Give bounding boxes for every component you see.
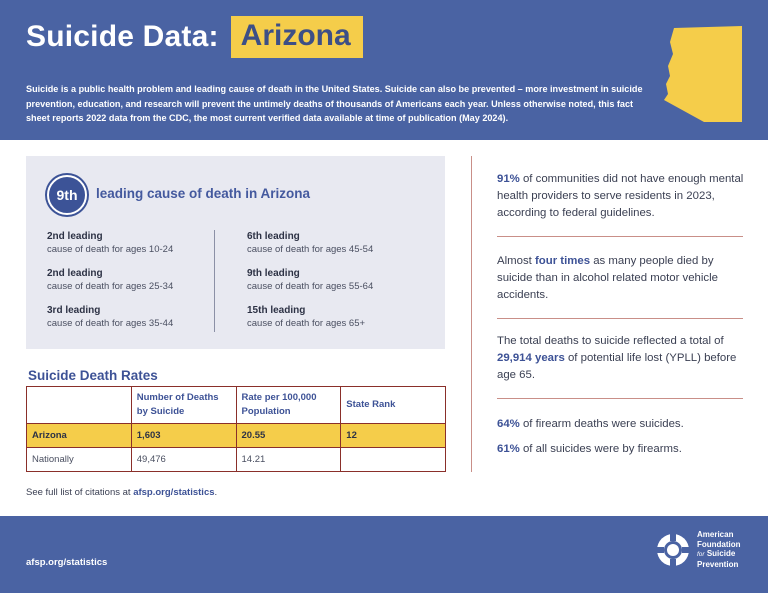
rank-ordinal: 2nd leading (47, 231, 103, 242)
rank-ordinal: 15th leading (247, 305, 306, 316)
fact-text: The total deaths to suicide reflected a total of (497, 335, 724, 347)
rank-ordinal: 3rd leading (47, 305, 101, 316)
table-row-national (27, 448, 446, 472)
rank-item (47, 230, 227, 257)
rank-age-group: cause of death for ages 45-54 (247, 244, 374, 255)
death-rates-table (26, 386, 446, 472)
rank-item (47, 267, 227, 294)
fact-highlight: 29,914 years (497, 352, 565, 364)
citations-note (26, 487, 217, 498)
rank-age-group: cause of death for ages 10-24 (47, 244, 174, 255)
rank-heading: leading cause of death in Arizona (96, 186, 311, 201)
table-header-cell: State Rank (341, 387, 446, 424)
fact-item (497, 441, 747, 458)
afsp-logo (655, 530, 741, 569)
leading-cause-panel (26, 156, 445, 349)
logo-line-for: for (697, 551, 705, 558)
logo-line-suicide: Suicide (706, 549, 736, 558)
footer-banner (0, 516, 768, 593)
fact-text: of firearm deaths were suicides. (519, 418, 684, 430)
page-title (26, 16, 363, 58)
fact-highlight: 91% (497, 173, 520, 185)
intro-paragraph: Suicide is a public health problem and leading cause of death in the United States. Suicide can also be prevented – more investment in suicide prevention, education, and research will prevent the untimely deaths of thousands of Americans each year. Unless otherwise noted, this fact sheet reports 2022 data from the CDC, the most current verified data available at time of publication (May 2024). (26, 84, 643, 123)
table-cell (341, 448, 446, 472)
title-text: Suicide Data: (26, 20, 219, 53)
fact-divider (497, 318, 743, 319)
fact-highlight: 61% (497, 443, 520, 455)
logo-line: American (697, 530, 734, 539)
table-cell: 12 (341, 424, 446, 448)
table-header-cell (27, 387, 132, 424)
table-row-state (27, 424, 446, 448)
fact-text: of all suicides were by firearms. (519, 443, 682, 455)
table-header-cell: Rate per 100,000 Population (236, 387, 341, 424)
fact-divider (497, 236, 743, 237)
logo-line: Foundation (697, 539, 741, 549)
table-header-cell: Number of Deaths by Suicide (131, 387, 236, 424)
column-separator (471, 156, 472, 472)
rank-ordinal: 6th leading (247, 231, 300, 242)
rank-badge: 9th (47, 175, 87, 215)
rank-ordinal: 9th leading (247, 268, 300, 279)
rank-item (247, 267, 427, 294)
rank-item (247, 230, 427, 257)
table-cell: Nationally (27, 448, 132, 472)
fact-highlight: 64% (497, 418, 520, 430)
fact-item (497, 253, 747, 304)
citations-link[interactable]: afsp.org/statistics (133, 487, 215, 498)
afsp-lifebuoy-icon (655, 532, 691, 568)
fact-text: as many people died by suicide than in alcohol related motor vehicle accidents. (497, 255, 718, 301)
citations-suffix: . (214, 487, 218, 498)
state-name-badge: Arizona (231, 16, 363, 58)
rank-age-group: cause of death for ages 55-64 (247, 281, 374, 292)
table-cell: 1,603 (131, 424, 236, 448)
fact-text: of potential life lost (YPLL) before age 65. (497, 352, 737, 381)
table-header-row (27, 387, 446, 424)
fact-item (497, 171, 747, 222)
footer-link[interactable]: afsp.org/statistics (26, 557, 108, 568)
logo-wordmark (697, 530, 741, 569)
table-cell: 49,476 (131, 448, 236, 472)
fact-text: of communities did not have enough mental health providers to serve residents in 2023, according to federal guidelines. (497, 173, 744, 219)
rates-title: Suicide Death Rates (28, 368, 158, 383)
fact-item (497, 416, 747, 433)
arizona-map-icon (660, 24, 746, 124)
logo-line: Prevention (697, 559, 739, 569)
rank-item (47, 304, 227, 331)
table-cell: 14.21 (236, 448, 341, 472)
rank-age-group: cause of death for ages 65+ (247, 318, 366, 329)
rank-age-group: cause of death for ages 35-44 (47, 318, 174, 329)
rank-age-group: cause of death for ages 25-34 (47, 281, 174, 292)
rank-item (247, 304, 427, 331)
rank-ordinal: 2nd leading (47, 268, 103, 279)
fact-divider (497, 398, 743, 399)
citations-prefix: See full list of citations at (26, 487, 131, 498)
fact-item (497, 333, 747, 384)
logo-line (697, 549, 741, 560)
table-cell: 20.55 (236, 424, 341, 448)
table-cell: Arizona (27, 424, 132, 448)
fact-text: Almost (497, 255, 535, 267)
header-banner (0, 0, 768, 140)
fact-highlight: four times (534, 255, 591, 267)
